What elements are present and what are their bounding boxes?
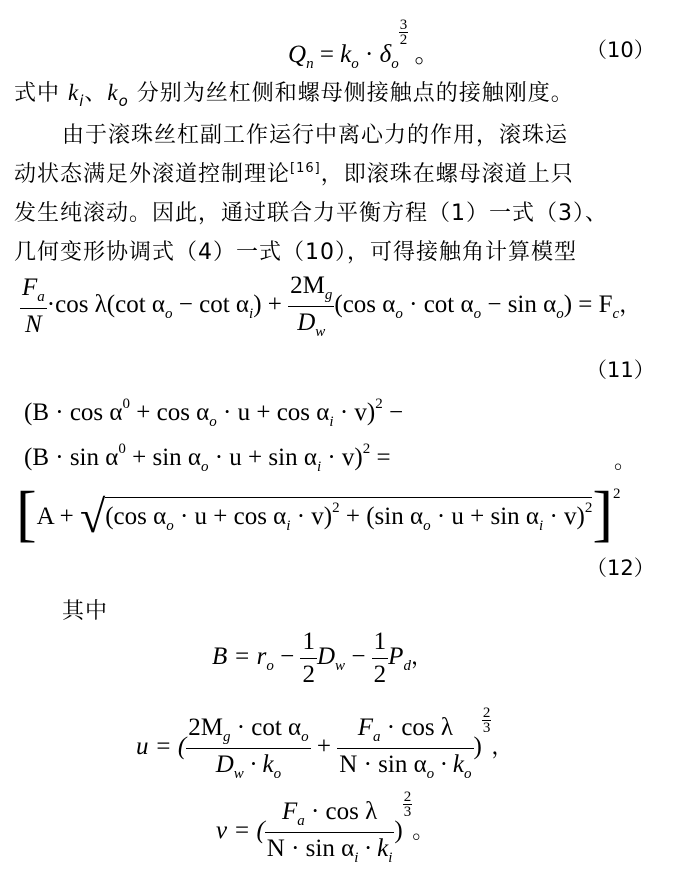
- right-bracket: ]: [592, 480, 614, 548]
- symbol-F: F: [281, 797, 298, 825]
- subscript: w: [233, 765, 244, 782]
- comma: ，: [619, 293, 643, 319]
- expr-segment: · v): [543, 503, 585, 530]
- subscript: g: [222, 728, 231, 745]
- period: 。: [414, 41, 440, 68]
- fraction-v: [265, 798, 395, 867]
- subscript: o: [395, 306, 403, 323]
- subscript: o: [351, 56, 359, 72]
- equation-12-line-2: [24, 441, 391, 476]
- fraction-u-term-1: [186, 714, 310, 783]
- expr-segment: (B · sin α: [24, 444, 119, 471]
- expr-segment: · k: [243, 750, 274, 778]
- subscript: o: [266, 658, 274, 675]
- symbol-P: P: [388, 643, 404, 671]
- symbol-D: D: [316, 643, 336, 671]
- exponent-numerator: 2: [482, 705, 491, 721]
- subscript: o: [301, 728, 309, 745]
- minus: −: [273, 643, 301, 671]
- fraction-2Mg-over-Dw: [288, 272, 334, 341]
- subscript: i: [329, 414, 334, 430]
- exponent-numerator: 3: [399, 17, 408, 33]
- expr-segment: · cot α: [230, 713, 302, 741]
- expr-segment: (cos α: [105, 503, 167, 530]
- definition-v: [216, 790, 435, 867]
- symbol-F: F: [357, 713, 374, 741]
- equation-12-line-1: [24, 396, 403, 431]
- text-segment: ，即滚珠在螺母滚道上只: [320, 162, 574, 187]
- subscript: i: [286, 518, 291, 534]
- exponent-fraction: [403, 790, 413, 819]
- expr-segment: v = (: [216, 817, 265, 844]
- expr-segment: (B · cos α: [24, 399, 123, 426]
- symbol-2M: 2M: [290, 272, 325, 299]
- denominator: 2: [373, 661, 387, 688]
- subscript: g: [324, 287, 333, 303]
- expr-segment: =: [370, 444, 391, 471]
- text-where-k: [14, 76, 574, 110]
- dot-operator: ·: [365, 41, 374, 68]
- fraction-u-term-2: [337, 714, 473, 783]
- expr-segment: −: [382, 399, 404, 426]
- subscript: o: [200, 459, 209, 475]
- equation-10: [288, 18, 440, 73]
- symbol-N: N: [25, 311, 42, 338]
- subscript: w: [315, 324, 326, 340]
- subscript: o: [166, 518, 174, 534]
- expr-segment: · v): [321, 444, 363, 471]
- subscript: o: [473, 306, 482, 323]
- expr-segment: B = r: [212, 643, 267, 671]
- superscript: 0: [122, 396, 130, 412]
- expr-segment: + (sin α: [339, 503, 424, 530]
- paragraph-line-2: [14, 157, 574, 188]
- subscript: w: [335, 658, 346, 675]
- subscript: a: [37, 289, 45, 305]
- symbol-D: D: [215, 750, 234, 778]
- symbol-k: k: [107, 80, 119, 105]
- denominator: 2: [302, 661, 315, 688]
- text-suffix: 分别为丝杠侧和螺母侧接触点的接触刚度。: [128, 81, 574, 106]
- equation-number-10: （10）: [586, 38, 655, 62]
- equation-number-11: （11）: [586, 358, 655, 382]
- close-paren: ): [394, 817, 403, 844]
- expr-segment: · cos λ: [304, 797, 378, 825]
- expr-segment: · u + sin α: [430, 503, 540, 530]
- expr-segment: A +: [36, 503, 80, 530]
- expr-segment: ·cos λ(cot α: [46, 291, 166, 319]
- expr-segment: N · sin α: [266, 834, 355, 862]
- subscript: c: [612, 306, 620, 323]
- subscript: o: [165, 306, 173, 323]
- sqrt-content: [105, 497, 592, 535]
- expr-segment: + cos α: [130, 399, 210, 426]
- subscript: i: [249, 306, 254, 323]
- expr-segment: u = (: [136, 733, 187, 760]
- symbol-D: D: [297, 309, 316, 336]
- superscript: 0: [118, 441, 126, 457]
- subscript: d: [403, 658, 411, 675]
- separator: 、: [84, 81, 108, 106]
- exponent-denominator: 2: [399, 32, 408, 48]
- paragraph-line-3: 发生纯滚动。因此，通过联合力平衡方程（1）一式（3）、: [14, 201, 608, 226]
- expr-segment: · v): [290, 503, 333, 530]
- numerator: 1: [372, 628, 389, 659]
- symbol-k: k: [340, 41, 352, 68]
- expr-segment: · u + cos α: [173, 503, 287, 530]
- definition-u: [136, 706, 514, 783]
- exponent-fraction: [482, 706, 492, 735]
- symbol-F: F: [22, 274, 38, 301]
- symbol-delta: δ: [379, 41, 392, 68]
- subscript: o: [209, 414, 217, 430]
- equation-12-line-3: [16, 480, 621, 548]
- fraction-one-half: [372, 628, 389, 689]
- period: 。: [614, 449, 638, 474]
- subscript: o: [556, 306, 564, 323]
- subscript: i: [539, 518, 544, 534]
- subscript: o: [426, 765, 435, 782]
- comma: ，: [410, 645, 434, 671]
- exponent-denominator: 3: [403, 804, 412, 820]
- equation-number-12: （12）: [586, 556, 655, 580]
- expr-segment: N · sin α: [339, 750, 427, 778]
- citation: [16]: [290, 161, 321, 176]
- exponent-denominator: 3: [482, 720, 491, 736]
- superscript: 2: [332, 500, 340, 516]
- superscript: 2: [613, 486, 621, 502]
- subscript: i: [388, 849, 393, 866]
- subscript: o: [118, 92, 129, 110]
- superscript: 2: [584, 500, 593, 516]
- expr-segment: · v): [333, 399, 376, 426]
- fraction-one-half: [300, 628, 317, 689]
- plus: +: [310, 733, 338, 760]
- expr-segment: · u + sin α: [208, 444, 317, 471]
- text-prefix: 式中: [14, 81, 68, 106]
- exponent-numerator: 2: [403, 789, 412, 805]
- left-bracket: [: [16, 480, 37, 548]
- expr-segment: ) +: [253, 291, 289, 319]
- text-segment: 动状态满足外滚道控制理论: [14, 162, 291, 187]
- where-label: 其中: [62, 599, 109, 624]
- symbol-2M: 2M: [188, 713, 223, 741]
- symbol-k: k: [68, 80, 80, 105]
- fraction-Fa-over-N: [20, 274, 47, 339]
- expr-segment: (cos α: [334, 291, 396, 319]
- subscript: a: [297, 812, 305, 829]
- sqrt-sign: √: [79, 491, 106, 542]
- subscript: o: [391, 56, 399, 72]
- equals-sign: =: [319, 41, 334, 68]
- subscript: o: [273, 765, 282, 782]
- numerator: 1: [300, 628, 317, 659]
- exponent-fraction: [399, 18, 409, 47]
- subscript: n: [306, 56, 314, 72]
- expr-segment: − sin α: [481, 291, 557, 319]
- expr-segment: · k: [358, 834, 389, 862]
- expr-segment: · cos λ: [380, 713, 454, 741]
- expr-segment: + sin α: [125, 444, 201, 471]
- paragraph-line-4: 几何变形协调式（4）一式（10），可得接触角计算模型: [14, 240, 577, 265]
- symbol-Q: Q: [288, 41, 307, 68]
- expr-segment: · u + cos α: [216, 399, 330, 426]
- subscript: a: [373, 728, 381, 745]
- close-paren: ): [473, 733, 482, 760]
- expr-segment: ) = F: [563, 291, 613, 319]
- definition-B: [212, 628, 434, 689]
- paragraph-line-1: 由于滚珠丝杠副工作运行中离心力的作用，滚珠运: [62, 123, 569, 148]
- minus: −: [345, 643, 372, 671]
- subscript: o: [464, 765, 472, 782]
- superscript: 2: [375, 396, 383, 412]
- expr-segment: · k: [434, 750, 465, 778]
- subscript: i: [354, 849, 359, 866]
- subscript: o: [423, 518, 431, 534]
- subscript: i: [79, 92, 85, 110]
- superscript: 2: [362, 441, 371, 457]
- equation-11: [20, 272, 642, 341]
- expr-segment: · cot α: [402, 291, 474, 319]
- comma: ，: [491, 735, 515, 760]
- expr-segment: − cot α: [172, 291, 250, 319]
- subscript: i: [316, 459, 322, 475]
- period: 。: [412, 819, 436, 844]
